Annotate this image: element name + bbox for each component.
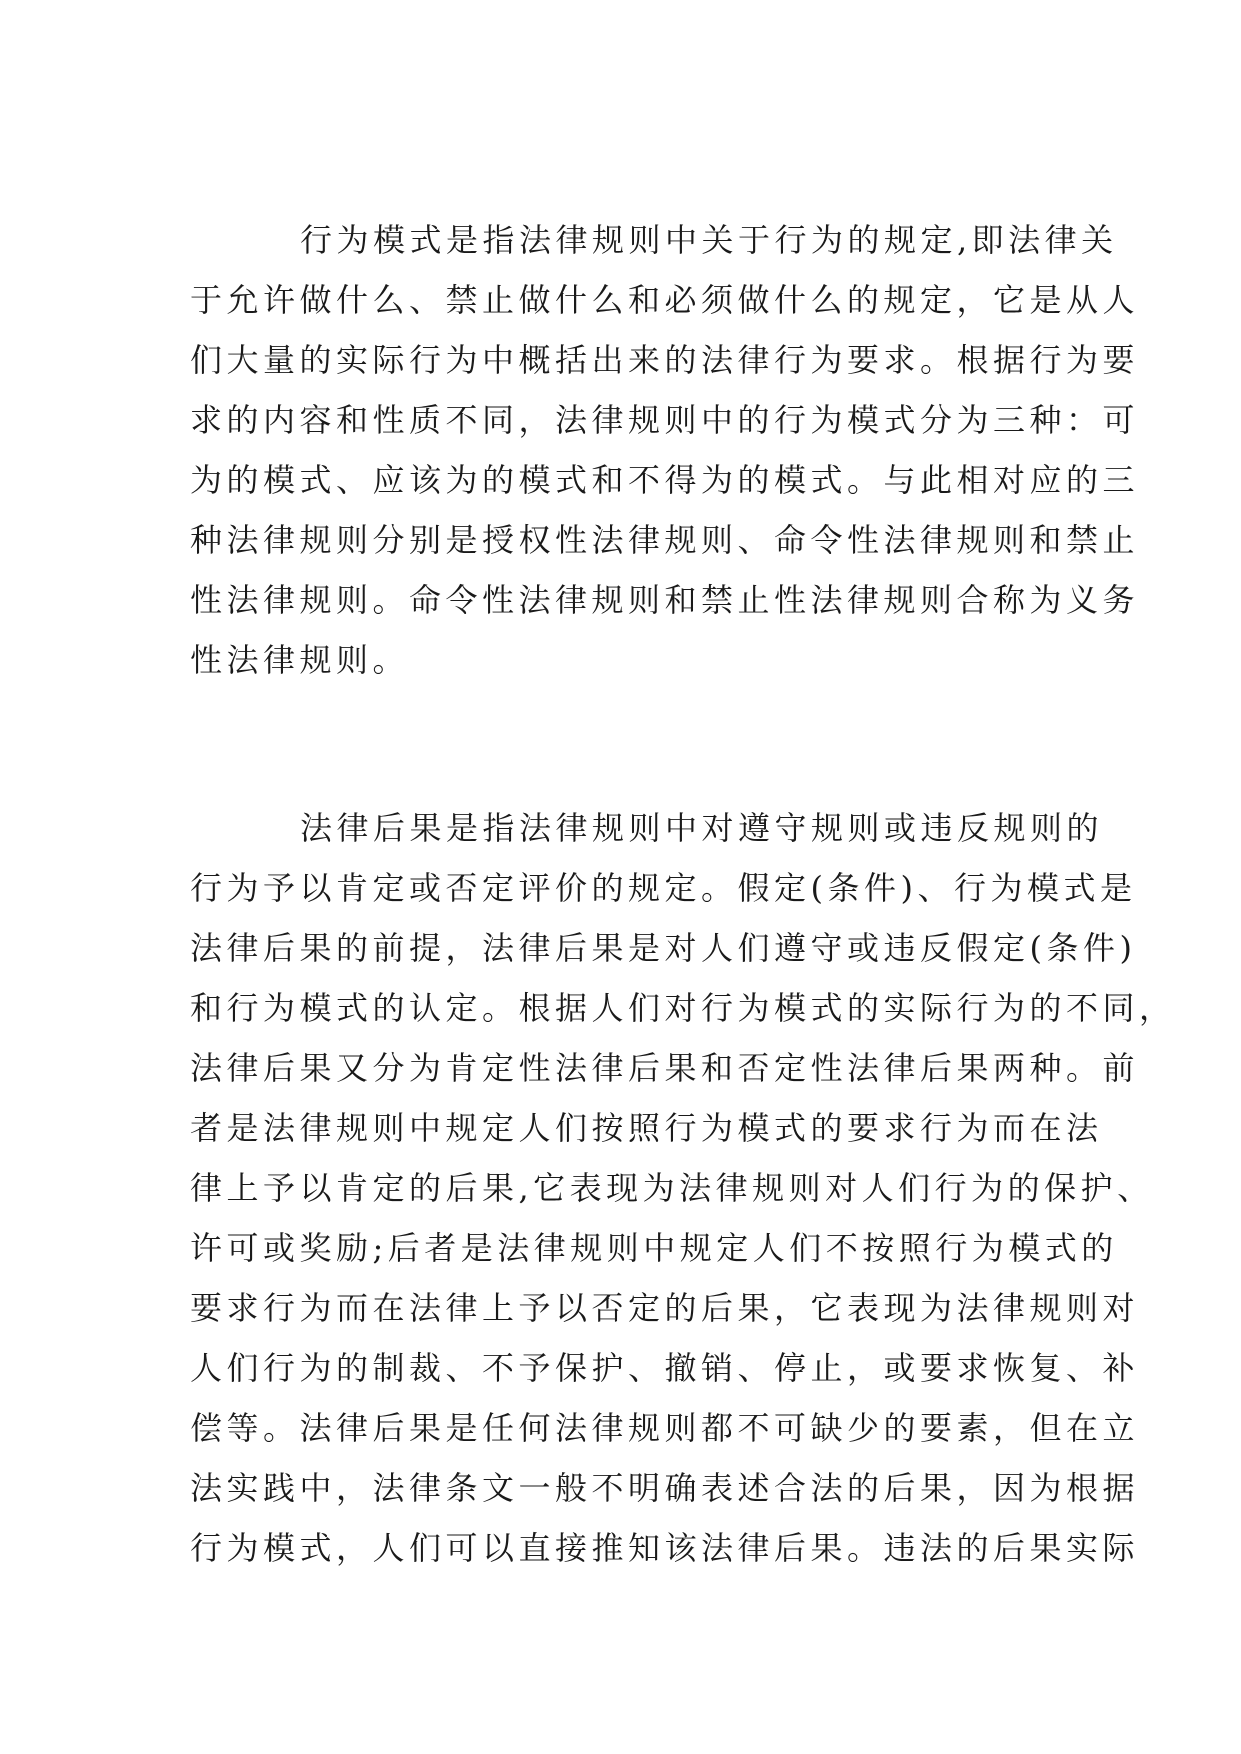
- text-line: 偿等。法律后果是任何法律规则都不可缺少的要素，但在立: [190, 1409, 1140, 1447]
- text-line: 行为模式，人们可以直接推知该法律后果。违法的后果实际: [190, 1529, 1140, 1567]
- text-line: 种法律规则分别是授权性法律规则、命令性法律规则和禁止: [190, 521, 1140, 559]
- text-line: 律上予以肯定的后果,它表现为法律规则对人们行为的保护、: [190, 1169, 1154, 1207]
- text-line: 者是法律规则中规定人们按照行为模式的要求行为而在法: [190, 1109, 1103, 1147]
- text-line: 性法律规则。: [190, 641, 410, 679]
- text-line: 和行为模式的认定。根据人们对行为模式的实际行为的不同，: [190, 989, 1176, 1027]
- text-line: 法律后果是指法律规则中对遵守规则或违反规则的: [300, 809, 1104, 847]
- text-line: 人们行为的制裁、不予保护、撤销、停止，或要求恢复、补: [190, 1349, 1140, 1387]
- text-line: 法律后果的前提，法律后果是对人们遵守或违反假定(条件): [190, 929, 1137, 967]
- text-line: 于允许做什么、禁止做什么和必须做什么的规定，它是从人: [190, 281, 1140, 319]
- text-line: 法律后果又分为肯定性法律后果和否定性法律后果两种。前: [190, 1049, 1140, 1087]
- text-line: 要求行为而在法律上予以否定的后果，它表现为法律规则对: [190, 1289, 1140, 1327]
- text-line: 行为予以肯定或否定评价的规定。假定(条件)、行为模式是: [190, 869, 1137, 907]
- text-line: 行为模式是指法律规则中关于行为的规定,即法律关: [300, 221, 1118, 259]
- text-line: 许可或奖励;后者是法律规则中规定人们不按照行为模式的: [190, 1229, 1118, 1267]
- text-line: 求的内容和性质不同，法律规则中的行为模式分为三种：可: [190, 401, 1140, 439]
- text-line: 性法律规则。命令性法律规则和禁止性法律规则合称为义务: [190, 581, 1140, 619]
- text-line: 法实践中，法律条文一般不明确表述合法的后果，因为根据: [190, 1469, 1140, 1507]
- text-line: 为的模式、应该为的模式和不得为的模式。与此相对应的三: [190, 461, 1140, 499]
- text-line: 们大量的实际行为中概括出来的法律行为要求。根据行为要: [190, 341, 1140, 379]
